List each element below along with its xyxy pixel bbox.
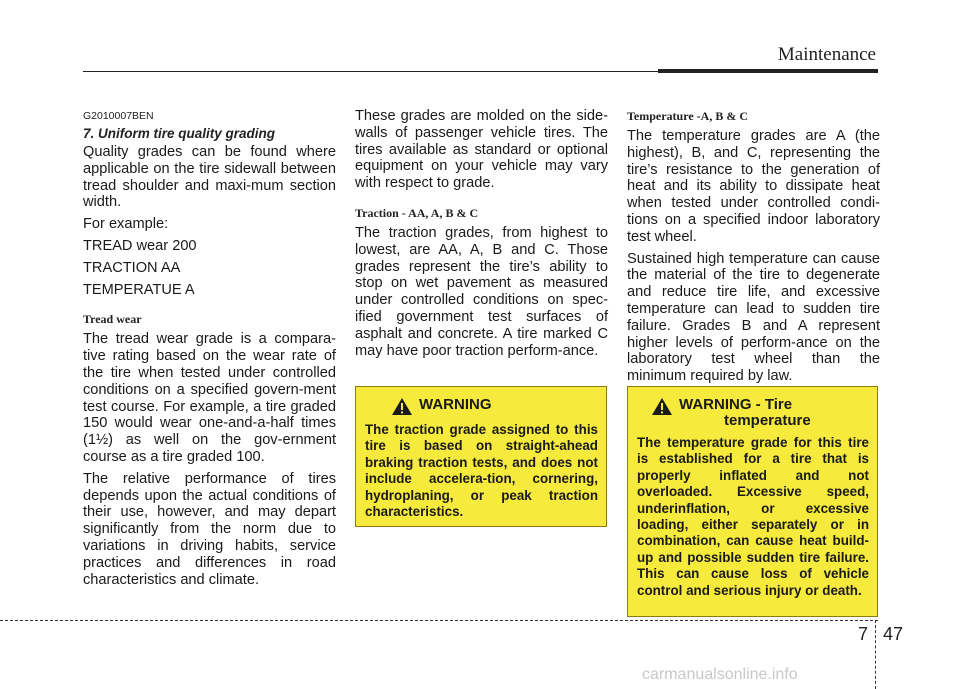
paragraph-sustained-temperature: Sustained high temperature can cause the material of the tire to degenerate and reduce tire life, and excessive temperature can lead to sudden tire failure. Grades B and A represent higher levels of perform-ance on the laboratory test wheel than the minimum required by law.: [627, 250, 880, 385]
subheading-traction: Traction - AA, A, B & C: [355, 205, 479, 220]
warning-title: WARNING: [419, 396, 492, 413]
subheading-temperature: Temperature -A, B & C: [627, 109, 748, 123]
warning-triangle-icon: [391, 397, 413, 416]
paragraph-relative-performance: The relative performance of tires depends upon the actual conditions of their use, however, and may depart significantly from the norm due to variations in driving habits, service practices and differences in road characteristics and climate.: [83, 470, 336, 588]
section-code: G2010007BEN: [83, 110, 154, 122]
warning-title-line-2: temperature: [724, 412, 811, 429]
footer-rule: [0, 620, 878, 621]
example-line-traction: TRACTION AA: [83, 259, 181, 276]
header-rule-accent: [658, 69, 878, 73]
warning-triangle-icon: [651, 397, 673, 416]
column-1: [83, 108, 336, 593]
warning-box-traction: [355, 386, 607, 527]
example-line-tread: TREAD wear 200: [83, 237, 197, 254]
warning-box-tire-temperature: [627, 386, 878, 617]
column-2: [355, 108, 608, 364]
paragraph-quality-grades: Quality grades can be found where applicable on the tire sidewall between tread shoulder and maxi-mum section width.: [83, 144, 336, 211]
warning-text: The traction grade assigned to this tire is based on straight-ahead braking traction tests, and does not include accelera-tion, cornering, hydroplaning, or peak traction characteristics.: [365, 422, 598, 520]
section-title: 7. Uniform tire quality grading: [83, 126, 276, 141]
page-number-divider: [875, 620, 876, 689]
watermark: carmanualsonline.info: [642, 666, 798, 683]
paragraph-traction: The traction grades, from highest to lowest, are AA, A, B and C. Those grades represent the tire’s ability to stop on wet pavement as measured under controlled conditions on spec-ified government test surfaces of asphalt and concrete. A tire marked C may have poor traction perform-ance.: [355, 224, 608, 359]
paragraph-temperature-grades: The temperature grades are A (the highest), B, and C, representing the tire’s resistance to the generation of heat and its ability to dissipate heat when tested under controlled condi-tions on a specified indoor laboratory test wheel.: [627, 128, 880, 245]
subheading-tread-wear: Tread wear: [83, 312, 142, 327]
paragraph-tread-wear: The tread wear grade is a compara-tive rating based on the wear rate of the tire when tested under controlled conditions on a specified govern-ment test course. For example, a tire graded 150 would wear one-and-a-half times (1½) as well on the gov-ernment course as a tire graded 100.: [83, 331, 336, 465]
warning-title-line-1: WARNING - Tire: [679, 396, 793, 413]
page-number: 47: [883, 624, 904, 644]
example-line-temperature: TEMPERATUE A: [83, 281, 195, 298]
column-3: [627, 108, 880, 390]
warning-title: [679, 397, 811, 429]
page-header-title: Maintenance: [777, 44, 876, 65]
warning-text: The temperature grade for this tire is established for a tire that is properly inflated and not overloaded. Excessive speed, underinflation, or excessive loading, either separately or in combination, can cause heat build-up and possible sudden tire failure. This can cause loss of vehicle control and serious injury or death.: [637, 435, 869, 598]
chapter-number: 7: [858, 624, 869, 644]
paragraph-grades-molded: These grades are molded on the side-walls of passenger vehicle tires. The tires available as standard or optional equipment on your vehicle may vary with respect to grade.: [355, 108, 608, 192]
example-label: For example:: [83, 216, 169, 233]
